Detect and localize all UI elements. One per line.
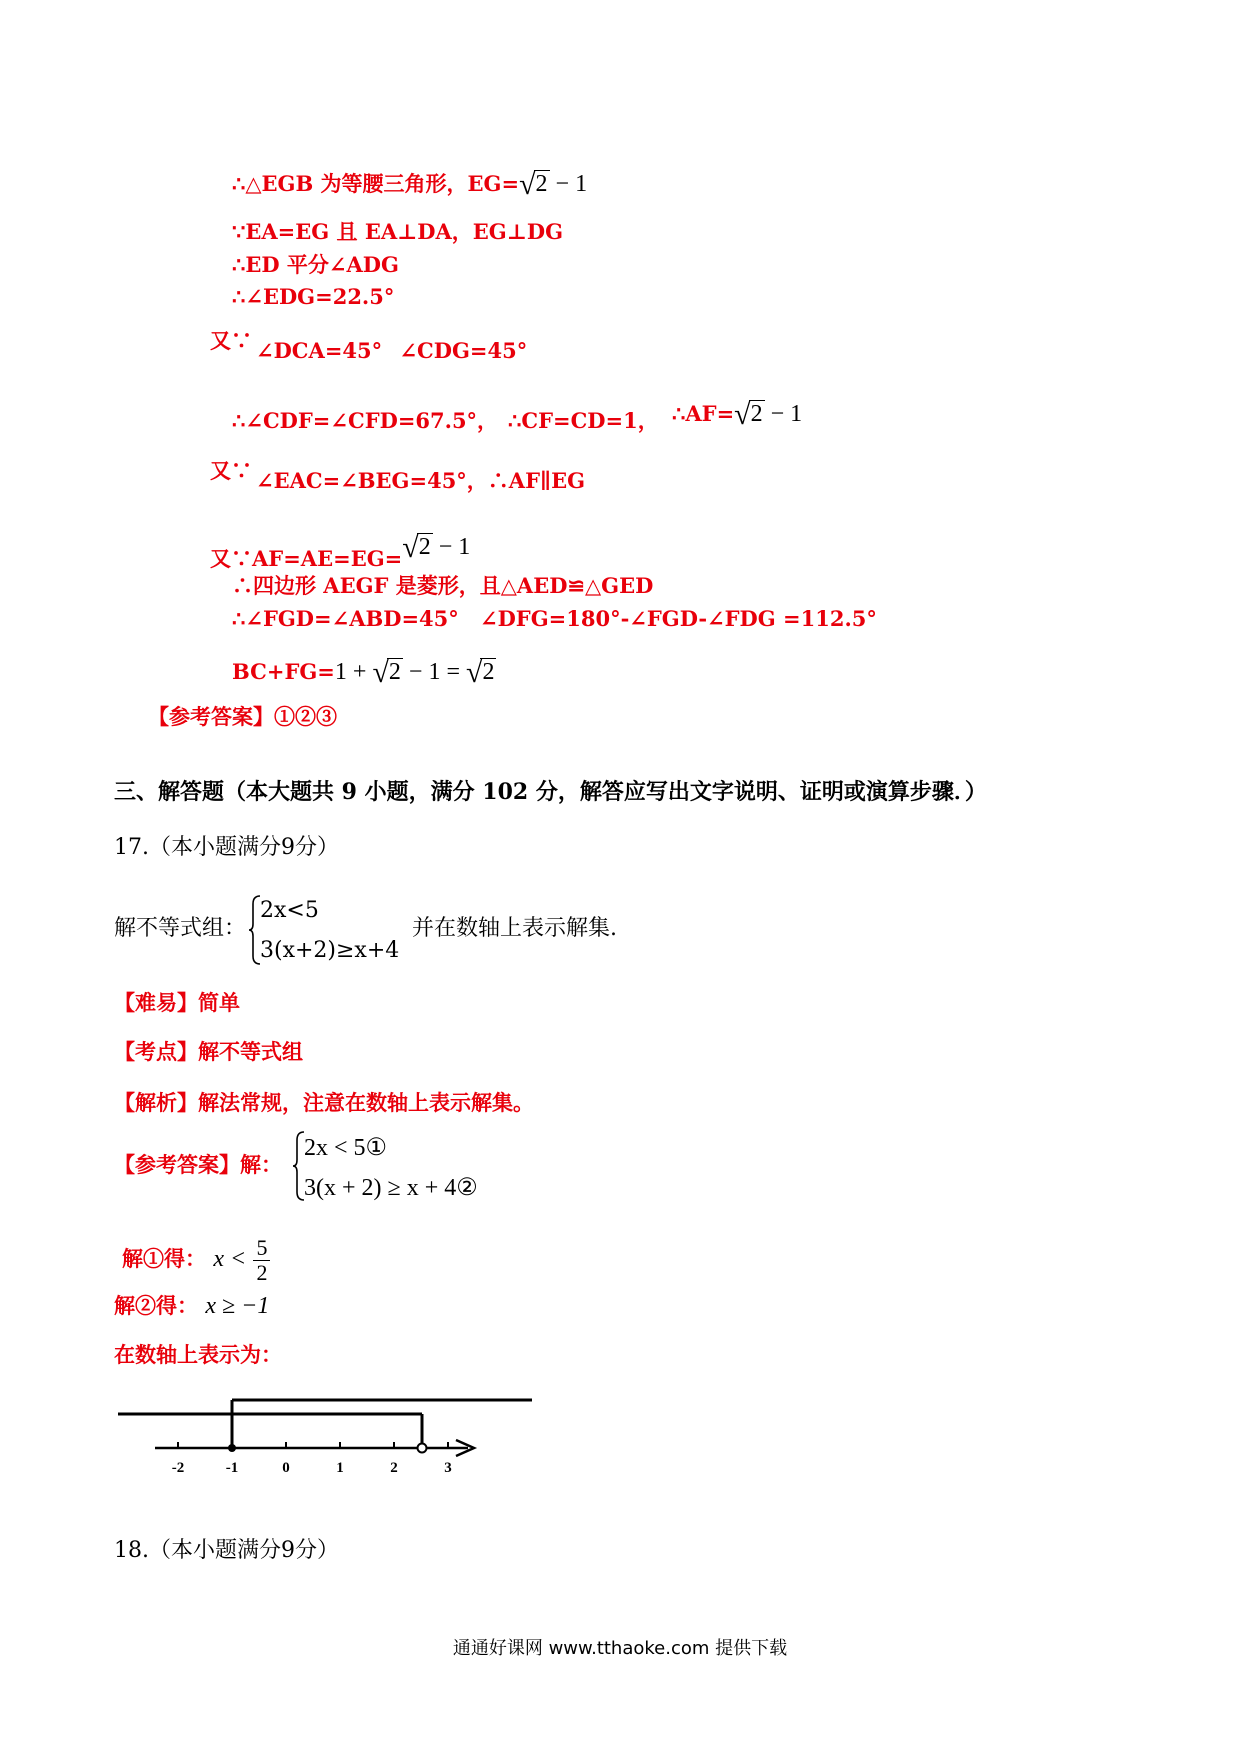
q17-sol-2	[114, 1294, 269, 1318]
proof-text: BC+FG=	[232, 659, 335, 684]
point-value: 解不等式组	[198, 1039, 303, 1064]
proof-line-8	[210, 533, 470, 569]
q17-difficulty	[114, 992, 240, 1013]
point-label: 【考点】	[114, 1039, 198, 1064]
math-text: − 1	[432, 534, 471, 560]
fraction-numerator: 5	[253, 1236, 270, 1261]
analysis-label: 【解析】	[114, 1090, 198, 1115]
answer-label: 【参考答案】	[148, 704, 274, 729]
sqrt-expression: √2	[402, 531, 431, 564]
section-title: 三、解答题（本大题共 9 小题，满分 102 分，解答应写出文字说明、证明或演算步骤．）	[114, 779, 987, 805]
proof-line-9: ∴四边形 AEGF 是菱形，且△AED≌△GED	[232, 573, 654, 598]
fraction-denominator: 2	[256, 1260, 268, 1286]
math-text: − 1	[549, 171, 588, 197]
proof-line-7b: ∠EAC=∠BEG=45°，∴AF∥EG	[256, 468, 586, 493]
proof-line-6b: ∴CF=CD=1，	[508, 408, 659, 433]
proof-text: ∴△EGB 为等腰三角形，EG=	[232, 171, 520, 196]
proof-line-1	[232, 170, 587, 200]
proof-text: 又∵AF=AE=EG=	[210, 546, 403, 571]
number-line	[110, 1380, 550, 1480]
proof-line-4: ∴∠EDG=22.5°	[232, 284, 395, 309]
open-endpoint	[418, 1444, 427, 1453]
proof-line-6a: ∴∠CDF=∠CFD=67.5°，	[232, 408, 499, 433]
answer-16	[148, 706, 337, 727]
math-text: − 1 =	[402, 659, 466, 685]
radicand: 2	[482, 659, 495, 685]
q17-numberline-label: 在数轴上表示为：	[114, 1342, 282, 1367]
proof-line-7a: 又∵	[210, 458, 252, 483]
difficulty-label: 【难易】	[114, 990, 198, 1015]
proof-line-3: ∴ED 平分∠ADG	[232, 252, 399, 277]
sol2-value: x ≥ −1	[205, 1293, 270, 1319]
fraction-five-halves	[253, 1236, 270, 1285]
sol1-label: 解①得：	[122, 1246, 206, 1272]
q17-answer-label: 【参考答案】解：	[114, 1152, 282, 1177]
q17-suffix: 并在数轴上表示解集.	[412, 916, 617, 941]
radicand: 2	[750, 401, 763, 427]
tick-label: 1	[336, 1460, 344, 1476]
radicand: 2	[535, 171, 548, 197]
proof-line-11	[232, 658, 496, 688]
proof-line-2: ∵EA=EG 且 EA⊥DA，EG⊥DG	[232, 219, 564, 244]
radicand: 2	[388, 659, 401, 685]
page-footer: 通通好课网 www.tthaoke.com 提供下载	[452, 1638, 788, 1659]
q17-point	[114, 1041, 303, 1062]
sol2-label: 解②得：	[114, 1293, 198, 1318]
analysis-value: 解法常规，注意在数轴上表示解集。	[198, 1090, 534, 1115]
proof-line-10b: ∠DFG=180°-∠FGD-∠FDG =112.5°	[480, 606, 877, 631]
q17-ineq-1: 2x<5	[260, 898, 319, 923]
sqrt-expression: √2	[465, 656, 495, 689]
q17-header: 17.（本小题满分9分）	[114, 835, 339, 860]
closed-endpoint	[228, 1444, 236, 1452]
answer-value: ①②③	[274, 704, 337, 729]
q17-sol-1	[122, 1236, 270, 1285]
radicand: 2	[418, 534, 431, 560]
q17-ineq-2: 3(x+2)≥x+4	[260, 938, 400, 963]
q18-header: 18.（本小题满分9分）	[114, 1538, 339, 1563]
tick-label: 2	[390, 1460, 398, 1476]
sqrt-expression: √2	[372, 656, 401, 689]
math-text: 1 +	[334, 659, 373, 685]
tick-label: -1	[225, 1460, 239, 1476]
sol1-lhs: x <	[213, 1246, 247, 1273]
q17-sys-2: 3(x + 2) ≥ x + 4②	[304, 1175, 478, 1201]
proof-line-5a: 又∵	[210, 328, 252, 353]
proof-line-10a: ∴∠FGD=∠ABD=45°	[232, 606, 459, 631]
tick-label: 3	[444, 1460, 452, 1476]
tick-label: 0	[282, 1460, 290, 1476]
sqrt-expression: √2	[734, 398, 763, 431]
difficulty-value: 简单	[198, 990, 240, 1015]
q17-sys-1: 2x < 5①	[304, 1135, 388, 1161]
proof-line-6c	[672, 400, 802, 430]
proof-line-5b: ∠DCA=45° ∠CDG=45°	[256, 338, 528, 363]
sqrt-expression: √2	[519, 168, 548, 201]
proof-text: ∴AF=	[672, 401, 735, 426]
q17-prefix: 解不等式组：	[114, 916, 247, 941]
q17-analysis	[114, 1092, 534, 1113]
tick-label: -2	[171, 1460, 185, 1476]
math-text: − 1	[764, 401, 803, 427]
